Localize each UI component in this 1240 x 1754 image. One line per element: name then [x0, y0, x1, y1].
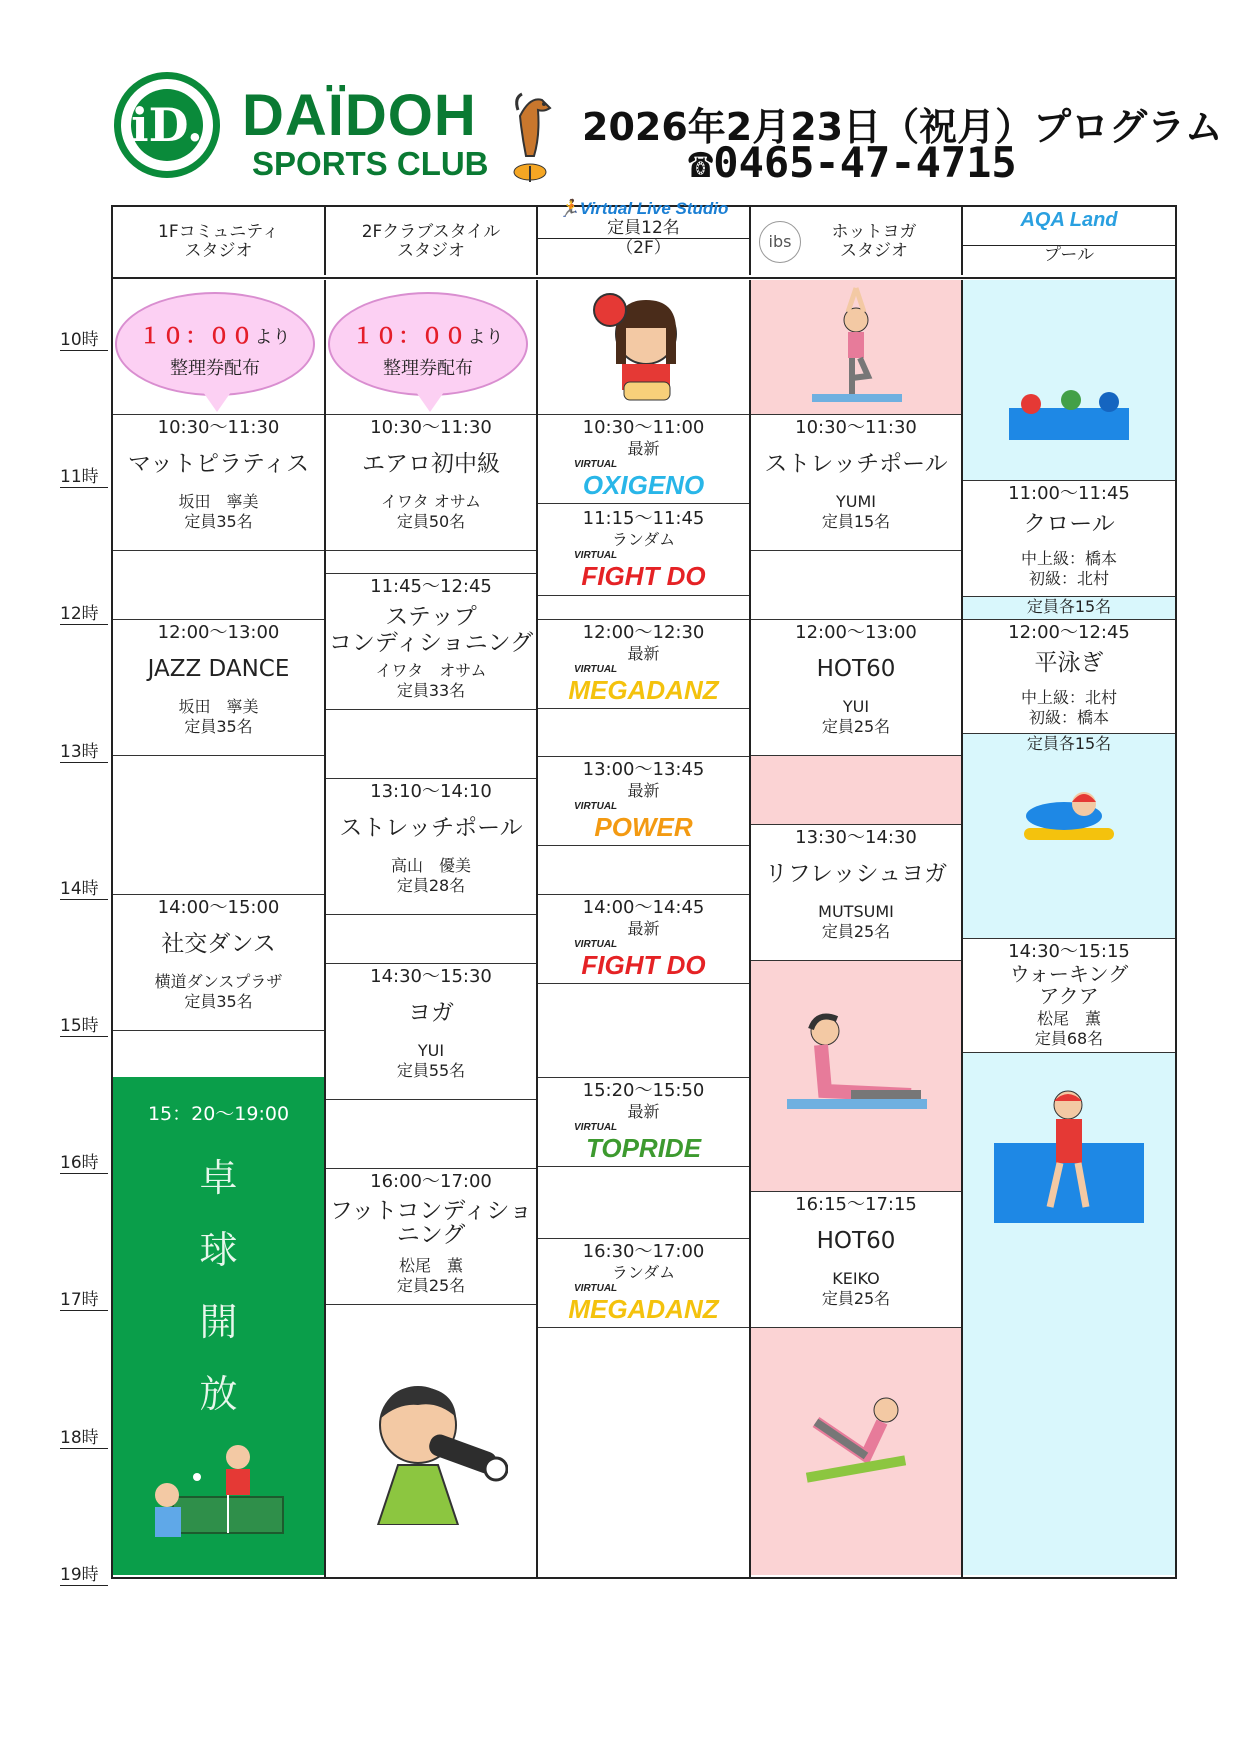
virtual-live-studio-logo: 🏃Virtual Live Studio [558, 199, 729, 218]
class-brand: FIGHT DO [581, 561, 706, 591]
instructor: YUI [417, 1041, 445, 1060]
column-header-1f-community [113, 207, 326, 275]
aqa-land-logo: AQA Land [1020, 209, 1118, 231]
column-pool [963, 280, 1175, 1577]
column-header-pool [963, 207, 1175, 275]
runner-icon: 🏃 [558, 199, 580, 218]
class-tag: ランダム [611, 530, 676, 549]
instructor: 坂田 寧美 [178, 697, 259, 716]
capacity: 定員25名 [821, 1289, 891, 1308]
capacity-label: 定員12名 [607, 218, 680, 238]
ticket-bubble [115, 292, 315, 396]
capacity: 定員35名 [184, 992, 253, 1011]
class-name: ヨガ [408, 1000, 454, 1026]
class-slot[interactable] [326, 573, 536, 710]
instructor: イワタ オサム [380, 492, 482, 511]
swimmers-crawl-icon [1009, 380, 1129, 440]
class-slot[interactable] [113, 894, 324, 1031]
class-brand: FIGHT DO [581, 950, 706, 980]
class-tag: 最新 [627, 919, 660, 938]
hour-label: 11時 [60, 462, 108, 488]
class-time: 10:30〜11:30 [795, 417, 917, 438]
logo-letters: iD. [131, 89, 203, 161]
class-name: ストレッチポール [339, 815, 523, 841]
class-tag: 最新 [627, 781, 660, 800]
class-slot[interactable] [963, 480, 1175, 594]
class-slot[interactable] [326, 963, 536, 1100]
class-slot[interactable] [326, 1168, 536, 1305]
hour-label: 10時 [60, 325, 108, 351]
column-2f-club [326, 280, 538, 1577]
class-slot[interactable] [538, 506, 749, 596]
class-time: 13:00〜13:45 [582, 759, 705, 780]
column-hot-yoga [751, 280, 963, 1577]
column-header-label: プール [963, 245, 1175, 265]
class-name: フットコンディショ ニング [329, 1198, 533, 1248]
class-time: 12:00〜13:00 [157, 622, 280, 643]
capacity: 定員25名 [821, 922, 891, 941]
class-slot[interactable] [751, 414, 961, 551]
class-slot[interactable] [538, 619, 749, 709]
class-time: 12:00〜13:00 [795, 622, 917, 643]
pool-block [963, 1053, 1175, 1575]
class-slot[interactable] [538, 414, 749, 504]
class-time: 10:30〜11:30 [157, 417, 280, 438]
column-header-label: 2Fクラブスタイル スタジオ [361, 222, 501, 261]
setsubun-girl-illustration-icon [588, 284, 698, 404]
pink-block [751, 961, 961, 1191]
class-slot[interactable] [326, 778, 536, 915]
class-time: 10:30〜11:30 [370, 417, 492, 438]
ticket-text: 整理券配布 [170, 358, 260, 379]
capacity: 定員35名 [184, 512, 253, 531]
class-slot[interactable] [751, 619, 961, 756]
hour-label: 17時 [60, 1285, 108, 1311]
level-instructor-advanced: 中上級：橋本 [1020, 549, 1117, 568]
class-name: HOT60 [816, 656, 896, 682]
brand-subtitle: SPORTS CLUB [252, 145, 489, 182]
virtual-tag: VIRTUAL [574, 459, 618, 470]
ehomaki-boy-illustration-icon [358, 1375, 508, 1525]
column-header-label: 1Fコミュニティ スタジオ [158, 222, 279, 261]
class-time: 14:30〜15:30 [370, 966, 492, 987]
class-slot[interactable] [538, 1238, 749, 1328]
phone-number: ☎0465-47-4715 [688, 138, 1017, 187]
capacity: 定員68名 [1034, 1029, 1104, 1048]
class-time: 12:00〜12:30 [582, 622, 705, 643]
class-slot[interactable] [538, 756, 749, 846]
class-time: 14:00〜15:00 [157, 897, 280, 918]
yoga-tree-pose-icon [806, 284, 906, 408]
brand-name: DAÏDOH [242, 83, 477, 148]
class-slot[interactable] [538, 1077, 749, 1167]
class-time: 14:00〜14:45 [582, 897, 705, 918]
class-tag: ランダム [611, 1263, 676, 1282]
virtual-tag: VIRTUAL [574, 664, 618, 675]
class-name: リフレッシュヨガ [764, 861, 948, 887]
pink-block [751, 280, 961, 414]
capacity: 定員25名 [396, 1276, 466, 1295]
class-time: 13:10〜14:10 [370, 781, 492, 802]
virtual-tag: VIRTUAL [574, 939, 618, 950]
pink-block [751, 756, 961, 824]
class-name: 平泳ぎ [1034, 650, 1104, 676]
floor-label: （2F） [538, 238, 749, 258]
class-brand: MEGADANZ [568, 1294, 719, 1324]
ticket-time: １０：００より [139, 324, 291, 348]
class-time: 11:45〜12:45 [370, 576, 492, 597]
hour-label: 18時 [60, 1423, 108, 1449]
class-name: ストレッチポール [764, 451, 948, 477]
program-title: 2026年2月23日（祝月）プログラム [582, 105, 1223, 149]
level-instructor-advanced: 中上級：北村 [1020, 688, 1117, 707]
table-tennis-title: 卓 球 開 放 [199, 1156, 238, 1416]
ibs-logo: ibs [759, 221, 801, 263]
class-time: 12:00〜12:45 [1008, 622, 1130, 643]
virtual-tag: VIRTUAL [574, 1122, 618, 1133]
capacity: 定員50名 [396, 512, 466, 531]
column-virtual-studio [538, 280, 751, 1577]
class-slot[interactable] [326, 414, 536, 551]
class-brand: POWER [594, 812, 693, 842]
class-slot[interactable] [538, 894, 749, 984]
column-header-label: ホットヨガ スタジオ [831, 222, 917, 261]
capacity: 定員各15名 [1026, 734, 1112, 753]
class-slot[interactable] [963, 619, 1175, 733]
hour-label: 16時 [60, 1148, 108, 1174]
capacity: 定員55名 [396, 1061, 466, 1080]
class-name: JAZZ DANCE [147, 656, 290, 682]
class-time: 16:15〜17:15 [795, 1194, 917, 1215]
class-brand: TOPRIDE [585, 1133, 702, 1163]
instructor: MUTSUMI [818, 902, 894, 921]
class-brand: OXIGENO [582, 470, 705, 500]
table-tennis-time: 15：20〜19:00 [147, 1103, 290, 1125]
hour-label: 13時 [60, 737, 108, 763]
column-header-virtual-live [538, 199, 751, 275]
hour-label: 12時 [60, 599, 108, 625]
class-slot[interactable] [963, 939, 1175, 1053]
capacity: 定員28名 [396, 876, 466, 895]
capacity: 定員15名 [821, 512, 891, 531]
capacity: 定員各15名 [963, 596, 1175, 619]
instructor: イワタ オサム [375, 661, 487, 680]
class-name: HOT60 [816, 1228, 896, 1254]
virtual-tag: VIRTUAL [574, 1283, 618, 1294]
instructor: 松尾 薫 [398, 1256, 463, 1275]
class-slot[interactable] [751, 824, 961, 961]
instructor: 松尾 薫 [1036, 1009, 1101, 1028]
class-tag: 最新 [627, 1102, 660, 1121]
class-name: ステップ コンディショニング [328, 604, 534, 656]
ticket-bubble [328, 292, 528, 396]
yoga-cobra-pose-icon [781, 1011, 931, 1121]
instructor: YUMI [835, 492, 876, 511]
instructor: 高山 優美 [390, 856, 471, 875]
table-tennis-illustration-icon [143, 1437, 293, 1557]
column-1f-community [113, 280, 326, 1577]
instructor: 横道ダンスプラザ [154, 972, 283, 991]
class-name: クロール [1023, 511, 1115, 537]
instructor: KEIKO [832, 1269, 880, 1288]
class-tag: 最新 [627, 644, 660, 663]
ticket-time: １０：００より [352, 324, 504, 348]
swimmer-kickboard-icon [1014, 784, 1124, 854]
class-time: 10:30〜11:00 [582, 417, 705, 438]
hour-label: 15時 [60, 1011, 108, 1037]
class-slot[interactable] [751, 1191, 961, 1328]
class-brand: MEGADANZ [568, 675, 719, 705]
pink-block [751, 1328, 961, 1575]
class-name: ウォーキング アクア [1009, 962, 1129, 1008]
class-slot[interactable] [113, 619, 324, 756]
class-time: 13:30〜14:30 [795, 827, 917, 848]
class-name: 社交ダンス [161, 931, 276, 957]
virtual-tag: VIRTUAL [574, 550, 618, 561]
class-name: マットピラティス [127, 451, 310, 477]
level-instructor-beginner: 初級：橋本 [1028, 708, 1109, 727]
virtual-tag: VIRTUAL [574, 801, 618, 812]
class-time: 15:20〜15:50 [582, 1080, 705, 1101]
instructor: 坂田 寧美 [178, 492, 259, 511]
class-time: 16:30〜17:00 [582, 1241, 705, 1262]
yoga-boat-pose-icon [796, 1392, 916, 1492]
capacity: 定員25名 [821, 717, 891, 736]
class-time: 11:00〜11:45 [1008, 483, 1130, 504]
column-header-hot-yoga [751, 207, 963, 275]
class-slot[interactable] [113, 414, 324, 551]
ticket-text: 整理券配布 [383, 358, 473, 379]
table-tennis-open-slot[interactable] [113, 1077, 324, 1575]
club-logo [114, 72, 220, 178]
class-tag: 最新 [627, 439, 660, 458]
column-header-2f-club [326, 207, 538, 275]
pool-block [963, 733, 1175, 939]
level-instructor-beginner: 初級：北村 [1028, 569, 1109, 588]
class-time: 16:00〜17:00 [370, 1171, 492, 1192]
instructor: YUI [842, 697, 870, 716]
class-name: エアロ初中級 [362, 451, 500, 477]
horse-mascot-icon [500, 86, 562, 186]
hour-label: 14時 [60, 874, 108, 900]
class-time: 14:30〜15:15 [1008, 941, 1130, 962]
capacity: 定員35名 [184, 717, 253, 736]
pool-block [963, 280, 1175, 480]
capacity: 定員33名 [396, 681, 466, 700]
hour-label: 19時 [60, 1560, 108, 1586]
aqua-walking-icon [994, 1083, 1144, 1223]
class-time: 11:15〜11:45 [582, 508, 705, 529]
